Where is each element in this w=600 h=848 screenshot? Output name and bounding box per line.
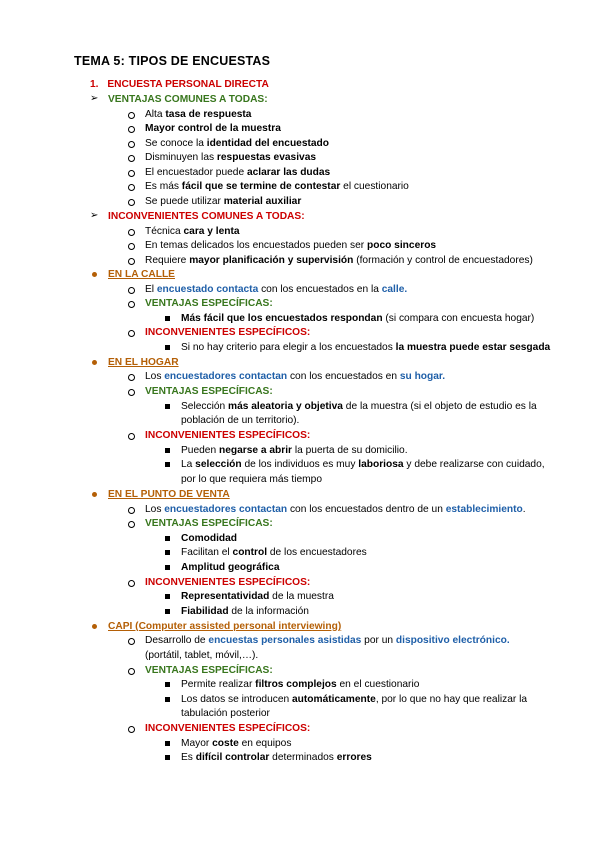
- list-item: Permite realizar filtros complejos en el cuestionario: [181, 679, 420, 690]
- list-item: Amplitud geográfica: [181, 562, 280, 573]
- list-item-continuation: tabulación posterior: [181, 708, 270, 719]
- circle-bullet-icon: [128, 199, 135, 206]
- inconvenientes-heading: INCONVENIENTES ESPECÍFICOS:: [145, 430, 311, 441]
- ventajas-comunes-heading: VENTAJAS COMUNES A TODAS:: [108, 94, 268, 105]
- list-item: Mayor control de la muestra: [145, 123, 281, 134]
- circle-bullet-icon: [128, 389, 135, 396]
- list-item: Alta tasa de respuesta: [145, 109, 252, 120]
- list-item: Requiere mayor planificación y supervisión (formación y control de encuestadores): [145, 255, 533, 266]
- disc-bullet-icon: [92, 624, 97, 629]
- inconvenientes-heading: INCONVENIENTES ESPECÍFICOS:: [145, 327, 311, 338]
- inconvenientes-heading: INCONVENIENTES ESPECÍFICOS:: [145, 723, 311, 734]
- list-item: El encuestador puede aclarar las dudas: [145, 167, 331, 178]
- list-item: Fiabilidad de la información: [181, 606, 309, 617]
- list-item: Desarrollo de encuestas personales asistidas por un dispositivo electrónico.: [145, 635, 510, 646]
- disc-bullet-icon: [92, 272, 97, 277]
- page-title: TEMA 5: TIPOS DE ENCUESTAS: [74, 54, 271, 68]
- hogar-heading: EN EL HOGAR: [108, 357, 179, 368]
- square-bullet-icon: [165, 755, 170, 760]
- square-bullet-icon: [165, 565, 170, 570]
- circle-bullet-icon: [128, 170, 135, 177]
- circle-bullet-icon: [128, 126, 135, 133]
- square-bullet-icon: [165, 462, 170, 467]
- ventajas-heading: VENTAJAS ESPECÍFICAS:: [145, 298, 273, 309]
- list-item: Pueden negarse a abrir la puerta de su domicilio.: [181, 445, 408, 456]
- circle-bullet-icon: [128, 507, 135, 514]
- section-number: 1.: [90, 79, 99, 90]
- circle-bullet-icon: [128, 184, 135, 191]
- square-bullet-icon: [165, 404, 170, 409]
- inconvenientes-comunes-heading: INCONVENIENTES COMUNES A TODAS:: [108, 211, 305, 222]
- list-item: Más fácil que los encuestados respondan (si compara con encuesta hogar): [181, 313, 535, 324]
- ventajas-heading: VENTAJAS ESPECÍFICAS:: [145, 386, 273, 397]
- ventajas-heading: VENTAJAS ESPECÍFICAS:: [145, 518, 273, 529]
- circle-bullet-icon: [128, 638, 135, 645]
- list-item: Es más fácil que se termine de contestar el cuestionario: [145, 181, 409, 192]
- section-title: ENCUESTA PERSONAL DIRECTA: [107, 79, 269, 90]
- circle-bullet-icon: [128, 141, 135, 148]
- list-item: La selección de los individuos es muy laboriosa y debe realizarse con cuidado,: [181, 459, 545, 470]
- section-heading: [90, 78, 269, 91]
- circle-bullet-icon: [128, 580, 135, 587]
- square-bullet-icon: [165, 345, 170, 350]
- list-item-continuation: población de un territorio).: [181, 415, 300, 426]
- square-bullet-icon: [165, 609, 170, 614]
- punto-venta-heading: EN EL PUNTO DE VENTA: [108, 489, 230, 500]
- list-item: Se puede utilizar material auxiliar: [145, 196, 302, 207]
- list-item-continuation: por lo que requiera más tiempo: [181, 474, 323, 485]
- list-item: Facilitan el control de los encuestadores: [181, 547, 367, 558]
- circle-bullet-icon: [128, 301, 135, 308]
- arrow-bullet-icon: ➢: [90, 210, 99, 221]
- inconvenientes-heading: INCONVENIENTES ESPECÍFICOS:: [145, 577, 311, 588]
- list-item: En temas delicados los encuestados pueden ser poco sinceros: [145, 240, 437, 251]
- square-bullet-icon: [165, 741, 170, 746]
- square-bullet-icon: [165, 697, 170, 702]
- capi-heading: CAPI (Computer assisted personal interviewing): [108, 621, 342, 632]
- square-bullet-icon: [165, 682, 170, 687]
- circle-bullet-icon: [128, 668, 135, 675]
- square-bullet-icon: [165, 594, 170, 599]
- circle-bullet-icon: [128, 726, 135, 733]
- circle-bullet-icon: [128, 287, 135, 294]
- square-bullet-icon: [165, 550, 170, 555]
- calle-heading: EN LA CALLE: [108, 269, 175, 280]
- list-item: Representatividad de la muestra: [181, 591, 334, 602]
- list-item: Los encuestadores contactan con los encuestados en su hogar.: [145, 371, 446, 382]
- circle-bullet-icon: [128, 243, 135, 250]
- arrow-bullet-icon: ➢: [90, 93, 99, 104]
- list-item: Comodidad: [181, 533, 238, 544]
- list-item: Es difícil controlar determinados errores: [181, 752, 372, 763]
- list-item: Los encuestadores contactan con los encuestados dentro de un establecimiento.: [145, 504, 526, 515]
- circle-bullet-icon: [128, 374, 135, 381]
- square-bullet-icon: [165, 448, 170, 453]
- circle-bullet-icon: [128, 258, 135, 265]
- list-item-continuation: (portátil, tablet, móvil,…).: [145, 650, 259, 661]
- circle-bullet-icon: [128, 521, 135, 528]
- list-item: Los datos se introducen automáticamente, por lo que no hay que realizar la: [181, 694, 528, 705]
- circle-bullet-icon: [128, 330, 135, 337]
- list-item: Mayor coste en equipos: [181, 738, 292, 749]
- disc-bullet-icon: [92, 360, 97, 365]
- circle-bullet-icon: [128, 433, 135, 440]
- circle-bullet-icon: [128, 229, 135, 236]
- ventajas-heading: VENTAJAS ESPECÍFICAS:: [145, 665, 273, 676]
- square-bullet-icon: [165, 316, 170, 321]
- list-item: Disminuyen las respuestas evasivas: [145, 152, 317, 163]
- disc-bullet-icon: [92, 492, 97, 497]
- list-item: Selección más aleatoria y objetiva de la muestra (si el objeto de estudio es la: [181, 401, 537, 412]
- square-bullet-icon: [165, 536, 170, 541]
- circle-bullet-icon: [128, 155, 135, 162]
- list-item: Si no hay criterio para elegir a los encuestados la muestra puede estar sesgada: [181, 342, 551, 353]
- list-item: Se conoce la identidad del encuestado: [145, 138, 330, 149]
- list-item: El encuestado contacta con los encuestados en la calle.: [145, 284, 408, 295]
- circle-bullet-icon: [128, 112, 135, 119]
- list-item: Técnica cara y lenta: [145, 226, 240, 237]
